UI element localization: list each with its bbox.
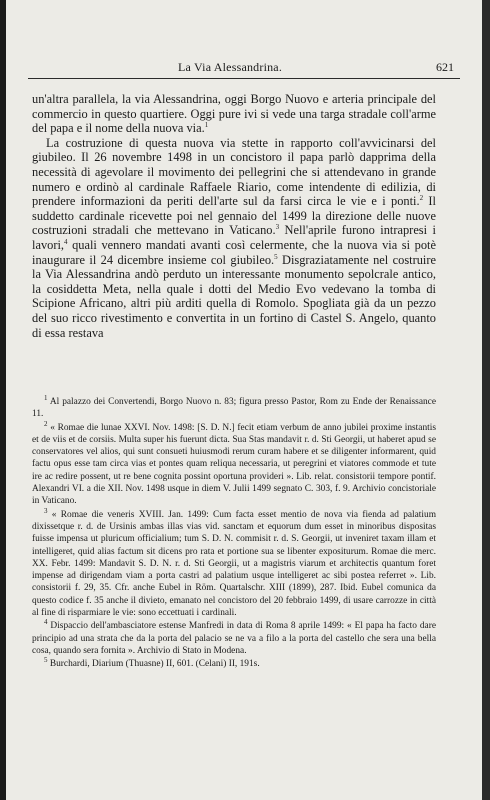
footnote-number: 2 [44,419,48,428]
footnote-number: 4 [44,618,48,627]
running-head: La Via Alessandrina. [178,60,283,74]
footnote-ref: 4 [64,237,68,246]
book-page [6,0,482,800]
footnote [32,620,436,657]
footnote-number: 5 [44,656,48,665]
paragraph-text: Nell'aprile furono intrapresi i lavori, [32,223,436,252]
footnote [32,506,436,620]
footnote-text: Al palazzo dei Convertendi, Borgo Nuovo n. 83; figura presso Pastor, Rom zu Ende der Renaissance 11. [32,397,436,420]
footnotes [32,393,436,671]
footnote-ref: 1 [204,121,209,130]
body-text [32,92,436,340]
paragraph-text: quali vennero mandati avanti così celermente, che la nuova via si potè inaugurare il 24 dicembre insieme col giubileo. [32,237,436,267]
footnote-text: Burchardi, Diarium (Thuasne) II, 601. (Celani) II, 191s. [49,659,260,670]
paragraph-text: Disgraziatamente nel costruire la Via Alessandrina andò perduto un interessante monumento sepolcrale antico, la cosiddetta Meta, nella quale i dotti del Medio Evo vedevano la tomba di Scipione Africano, altri più arditi quella di Romolo. Spogliata già da un pezzo del suo ricco rivestimento e convertita in un fortino di Castel S. Angelo, quanto di essa restava [32,252,436,340]
footnote-text: Dispaccio dell'ambasciatore estense Manfredi in data di Roma 8 aprile 1499: « El papa ha facto dare principio ad una strata che da la porta del palacio se ne va a filo a la porta del castello che sera una bella cosa, quando sera fornita ». Archivio di Stato in Modena. [32,621,436,656]
page-edge [482,0,490,800]
footnote-number: 1 [44,393,48,402]
page-header [28,54,460,79]
paragraph [32,136,436,340]
footnote-ref: 3 [275,223,280,232]
paragraph-text: un'altra parallela, la via Alessandrina, oggi Borgo Nuovo e arteria principale del commercio in questo quartiere. Oggi pure ivi si vede una targa stradale coll'arme del papa e il nome della nuova via. [32,92,436,136]
footnote [32,658,436,670]
footnote-ref: 5 [274,252,278,261]
paragraph [32,92,436,136]
footnote-number: 3 [44,506,48,515]
footnote-text: « Romae die lunae XXVI. Nov. 1498: [S. D. N.] fecit etiam verbum de anno jubilei proxime instantis et de viis et de corsiis. Multa super his fuerunt dicta. Sua Stas mandavit r. d. Sti Georgii, ut haberet apud se conservatores vel alios, qui sunt consueti huiusmodi rerum curam habere et se diligenter informarent, quid factu opus esse tam circa vias et pontes quam reliqua necessaria, ut peregrini et viatores commode et tute ire ac redire possent, ut re bene cognita possint oportuna provideri ». Lib. relat. consistorii tempore pontif. Alexandri VI. a die XII. Nov. 1498 usque in diem V. Julii 1499 segnato C. 303, f. 9. Archivio concistoriale in Vaticano. [32,422,436,507]
paragraph-text: Il suddetto cardinale ricevette poi nel gennaio del 1499 la direzione delle nuove costruzioni stradali che mettevano in Vaticano. [32,194,436,238]
footnote-text: « Romae die veneris XVIII. Jan. 1499: Cum facta esset mentio de nova via fienda ad palatium dixissetque r. d. de Ursinis ambas illas vias vid. sanctam et equorum dum esset in minoribus dispositas fuisse impensa ut pluricum officialium; tum S. D. N. commisit r. d. S. Georgii, ut inveniret taxam illam et intelligeret, quid alias factum sit dicens pro rata et portione sua se libenter expositurum. Romae die merc. XX. Febr. 1499: Mandavit S. D. N. r. d. Sti Georgii, ut a magistris viarum et architectis quantum foret impense ad dirigendam viam a porta castri ad palatium usque intelligeret ac sibi postea referret ». Lib. consistorii f. 29, 35. Cfr. anche Eubel in Röm. Quartalschr. XIII (1899), 287. Ibid. Eubel comunica da questo codice f. 35 anche il divieto, emanato nel concistoro del 20 febbraio 1499, di usare carrozze in città al fine di risparmiare le vie: sono eccettuati i cardinali. [32,509,436,619]
paragraph-text: La costruzione di questa nuova via stette in rapporto coll'avvicinarsi del giubileo. Il 26 novembre 1498 in un concistoro il papa parlò dapprima della necessità di agevolare il movimento dei pellegrini che si attendevano in grande numero e ordinò al cardinale Raffaele Riario, come intendente di edilizia, di prendere informazioni da periti dell'arte sul da farsi circa le vie e i ponti. [32,135,436,209]
page-number: 621 [436,60,454,74]
footnote [32,419,436,508]
footnote-ref: 2 [419,194,424,203]
footnote [32,393,436,421]
